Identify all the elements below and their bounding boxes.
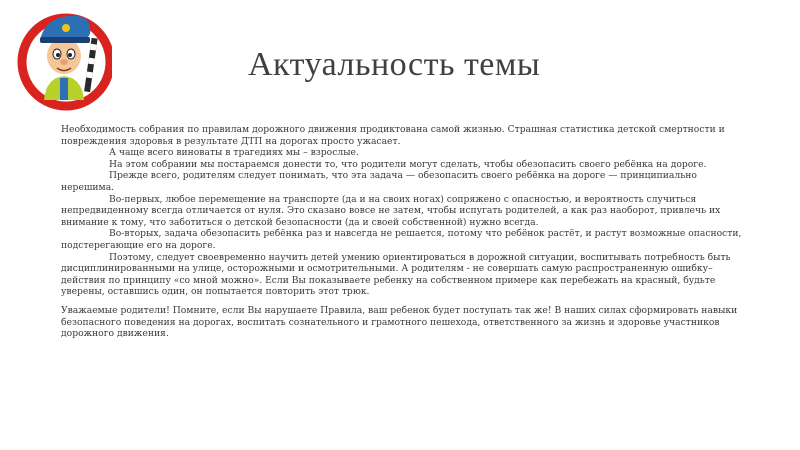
paragraph-meeting-goal: На этом собрании мы постараемся донести то, что родители могут сделать, чтобы обезопасить своего ребёнка на дороге. bbox=[109, 158, 707, 170]
paragraph-secondly: Во-вторых, задача обезопасить ребёнка раз и навсегда не решается, потому что ребёнок растёт, и растут возможные опасности, подстерегающие его на дороге. bbox=[61, 228, 742, 251]
paragraph-therefore: Поэтому, следует своевременно научить детей умению ориентироваться в дорожной ситуации, воспитывать потребность быть дисциплинированными на улице, осторожными и осмотрительными. А родителям - не совершать самую распространенную ошибку– действия по принципу «со мной можно». Если Вы показываете ребенку на собственном примере как перебежать на красный, будьте уверены, оставшись один, он попытается повторить этот трюк. bbox=[61, 251, 731, 298]
paragraph-firstly: Во-первых, любое перемещение на транспорте (да и на своих ногах) сопряжено с опасностью, и вероятность случиться непредвиденному всегда отличается от нуля. Это сказано вовсе не затем, чтобы испугать родителей, а как раз наоборот, привлечь их внимание к тому, что заботиться о детской безопасности (да и своей собственной) нужно всегда. bbox=[61, 193, 721, 228]
slide-title: Актуальность темы bbox=[248, 46, 541, 83]
paragraph-adults: А чаще всего виноваты в трагедиях мы – взрослые. bbox=[109, 147, 359, 159]
paragraph-intro: Необходимость собрания по правилам дорожного движения продиктована самой жизнью. Страшная статистика детской смертности и повреждения здоровья в результате ДТП на дорогах просто ужасает. bbox=[61, 124, 725, 147]
traffic-inspector-logo-icon bbox=[16, 4, 112, 112]
paragraph-appeal: Уважаемые родители! Помните, если Вы нарушаете Правила, ваш ребенок будет поступать так же! В наших силах сформировать навыки безопасного поведения на дорогах, воспитать сознательного и грамотного пешехода, ответственного за жизнь и здоровье участников дорожного движения. bbox=[61, 304, 738, 340]
slide-body bbox=[61, 124, 751, 340]
paragraph-first-of-all: Прежде всего, родителям следует понимать, что эта задача — обезопасить своего ребёнка на дороге — принципиально нерешима. bbox=[61, 170, 697, 193]
